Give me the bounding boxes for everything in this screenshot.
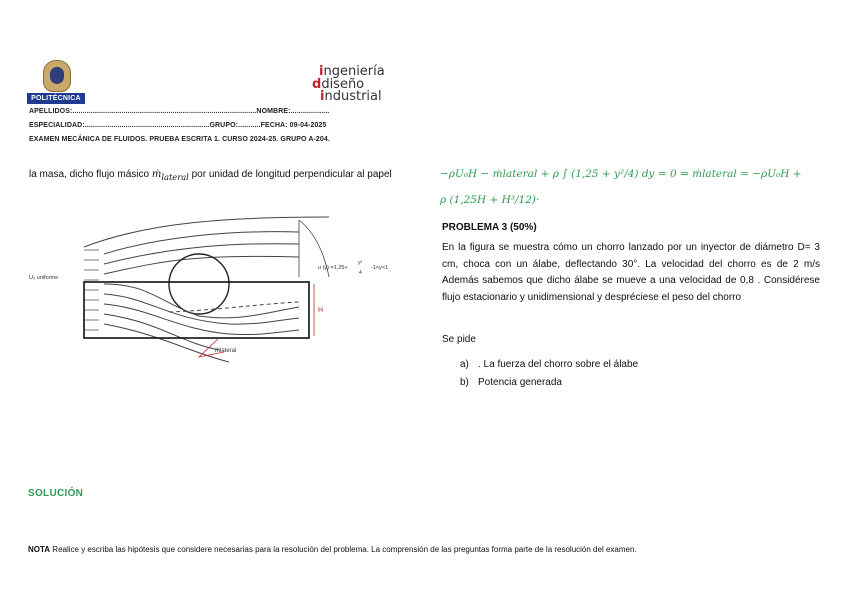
svg-text:-1<y<1: -1<y<1: [371, 265, 389, 271]
label-velocity-profile: u (y) =1,25+: [318, 265, 348, 271]
label-h: H: [318, 307, 324, 314]
header-exam-title: EXAMEN MECÁNICA DE FLUIDOS. PRUEBA ESCRITA 1. CURSO 2024-25. GRUPO A-204.: [29, 136, 330, 143]
problem-title: PROBLEMA 3 (50%): [442, 222, 537, 233]
list-item: b) Potencia generada: [460, 377, 562, 388]
equation-line-2: ρ (1,25H + H³/12)·: [440, 194, 540, 206]
m-lateral-symbol: ṁ$_{lateral}$: [151, 169, 189, 182]
header-apellidos-line: APELLIDOS:..........................................................................................NOMBRE:...................: [29, 108, 330, 115]
svg-text:y²: y²: [358, 260, 363, 266]
list-item: a) . La fuerza del chorro sobre el álabe: [460, 359, 639, 370]
label-m-lateral: ṁlateral: [215, 348, 237, 354]
se-pide-label: Se pide: [442, 334, 476, 345]
flow-around-cylinder-figure: [29, 212, 409, 372]
left-paragraph: la masa, dicho flujo másico ṁ$_{lateral}$ por unidad de longitud perpendicular al papel: [29, 169, 392, 182]
equation-line-1: −ρU₀H − ṁlateral + ρ ∫ (1,25 + y²/4) dy = 0 ⇒ ṁlateral = −ρU₀H +: [440, 168, 802, 180]
solucion-heading: SOLUCIÓN: [28, 488, 84, 499]
question-list: [460, 356, 638, 392]
label-u-uniforme: U₀ uniforme: [29, 275, 59, 281]
upm-logo: [27, 60, 85, 106]
problem-statement: En la figura se muestra cómo un chorro lanzado por un inyector de diámetro D= 3 cm, choca con un álabe, deflectando 30°. La velocidad del chorro es de 2 m/s Además sabemos que dicho álabe se mueve a una velocidad de 0,8 . Considérese flujo estacionario y unidimensional y despréciese el peso del chorro: [442, 242, 820, 303]
footer-note: NOTA Realice y escriba las hipótesis que considere necesarias para la resolución del problema. La comprensión de las preguntas forma parte de la resolución del examen.: [28, 545, 637, 554]
upm-logo-text: POLITÉCNICA: [27, 93, 85, 104]
svg-text:4: 4: [359, 270, 362, 276]
ingenieria-diseno-industrial-logo: ingeniería ddiseño industrial: [312, 64, 385, 104]
university-seal-icon: [43, 60, 71, 92]
header-especialidad-line: ESPECIALIDAD:.............................................................GRUPO:...........FECHA: 09-04-2025: [29, 122, 327, 129]
